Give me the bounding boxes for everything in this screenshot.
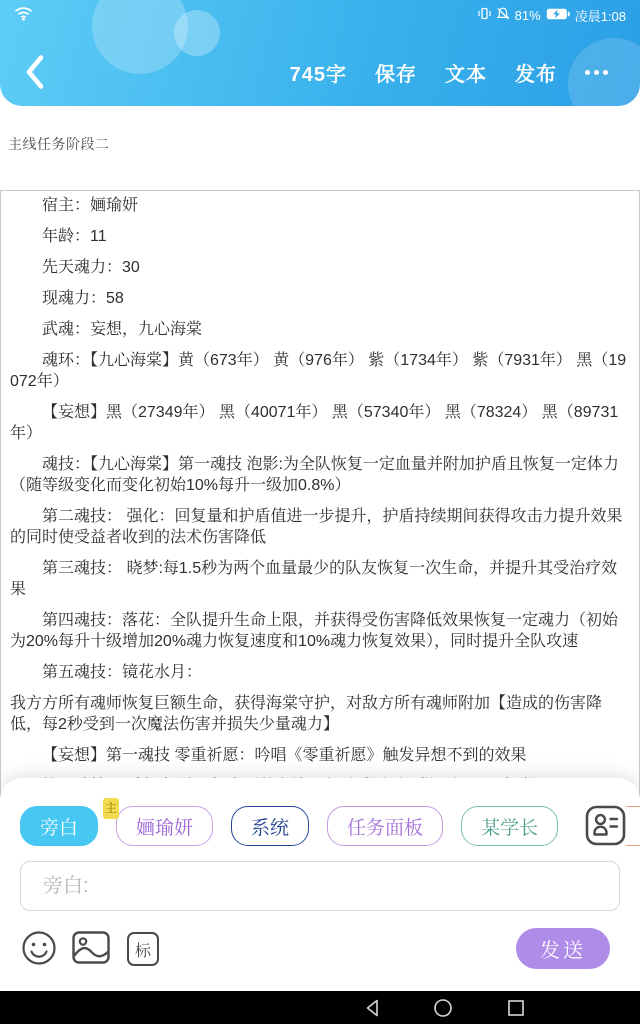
contacts-button[interactable] [575,803,626,853]
doc-paragraph: 年龄：11 [42,228,107,245]
role-chip-row [20,801,620,846]
status-bar [0,3,640,27]
doc-paragraph: 【妄想】黑（27349年） 黑（40071年） 黑（57340年） 黑（78324） 黑（89731年） [10,404,619,442]
image-icon [72,931,110,967]
role-chip-旁白[interactable] [20,806,98,846]
nav-back-icon[interactable] [363,998,383,1023]
role-chip-label: 婳瑜妍 [136,817,194,839]
battery-charging-icon [546,8,570,23]
emoji-button[interactable] [20,930,58,968]
role-chip-婳瑜妍[interactable] [105,801,213,846]
doc-paragraph: 我方方所有魂师恢复巨额生命，获得海棠守护，对敌方所有魂师附加【造成的伤害降低，每2秒受到一次魔法伤害并损失少量魂力】 [10,695,603,733]
tag-icon: 标 [127,932,159,966]
save-button[interactable]: 保存 [375,63,417,86]
role-chip-label: 系统 [251,817,290,839]
tag-button[interactable] [124,930,162,968]
editor-toolbar [0,46,640,98]
battery-percent: 81% [514,7,541,23]
contacts-icon [585,833,626,850]
publish-button[interactable]: 发布 [515,63,557,86]
emoji-icon [21,930,57,969]
more-icon[interactable] [585,66,608,79]
vibrate-icon [478,7,491,23]
app-header [0,0,640,106]
main-role-badge: 主 [103,798,119,819]
composer-panel [0,778,640,991]
doc-paragraph: 魂环：【九心海棠】黄（673年） 黄（976年） 紫（1734年） 紫（7931年） 黑（19072年） [10,352,627,390]
role-chip-label: 某学长 [481,817,539,839]
wifi-icon [14,6,33,24]
word-count: 745字 [289,63,347,86]
message-input[interactable] [20,861,620,911]
mute-icon [496,7,510,23]
image-button[interactable] [72,930,110,968]
role-chip-某学长[interactable] [461,806,558,846]
doc-paragraph: 第四魂技：落花：全队提升生命上限，并获得受伤害降低效果恢复一定魂力（初始为20%每升十级增加20%魂力恢复速度和10%魂力恢复效果），同时提升全队攻速 [10,612,619,650]
android-navbar [0,991,640,1024]
back-icon[interactable] [24,52,54,92]
nav-recents-icon[interactable] [506,998,526,1023]
doc-paragraph: 宿主：婳瑜妍 [42,197,139,214]
doc-paragraph: 先天魂力：30 [42,259,140,276]
text-mode-button[interactable]: 文本 [445,63,487,86]
doc-paragraph: 现魂力：58 [42,290,124,307]
role-chip-任务面板[interactable] [327,806,443,846]
doc-paragraph: 第二魂技： 强化：回复量和护盾值进一步提升，护盾持续期间获得攻击力提升效果的同时使受益者收到的法术伤害降低 [10,508,623,546]
send-button[interactable]: 发送 [516,928,610,969]
role-chip-label: 旁白 [40,817,79,839]
doc-paragraph: 武魂：妄想，九心海棠 [42,321,203,338]
status-time: 凌晨1:08 [574,8,626,24]
doc-paragraph: 第五魂技：镜花水月： [42,664,203,681]
composer-toolbar [20,927,620,971]
role-chip-label: 任务面板 [347,817,424,839]
doc-paragraph: 魂技：【九心海棠】第一魂技 泡影:为全队恢复一定血量并附加护盾且恢复一定体力（随等级变化而变化初始10%每升一级加0.8%） [10,456,619,494]
editor-content[interactable] [10,195,630,797]
role-chip-系统[interactable] [231,806,309,846]
doc-paragraph: 【妄想】第一魂技 零重祈愿：吟唱《零重祈愿》触发异想不到的效果 [42,747,527,764]
doc-paragraph: 第三魂技： 晓梦:每1.5秒为两个血量最少的队友恢复一次生命，并提升其受治疗效果 [10,560,618,598]
chapter-title-input[interactable]: 主线任务阶段二 [8,136,110,152]
nav-home-icon[interactable] [433,998,453,1023]
